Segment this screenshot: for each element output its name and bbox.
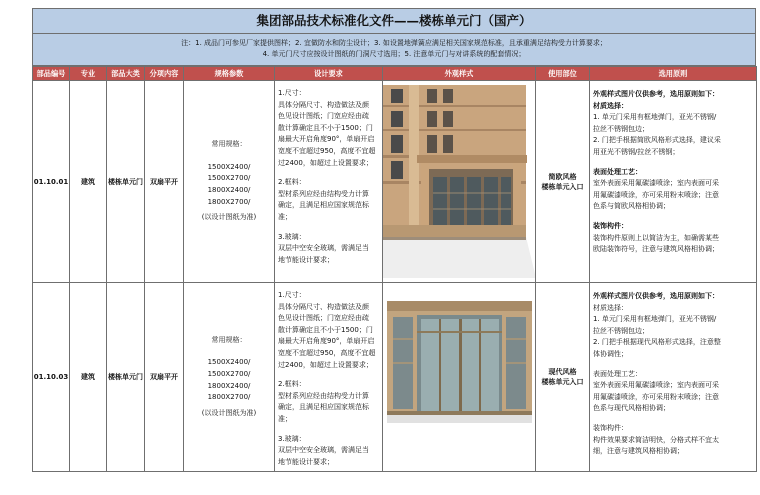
req-line: 3.玻璃：: [278, 232, 306, 241]
req-line: 地节能设计要求；: [278, 255, 334, 264]
spec-size: 1500X2700/: [207, 369, 251, 378]
col-header: 外观样式: [383, 67, 536, 81]
usage-style: 简欧风格: [548, 172, 577, 181]
category: 楼栋单元门: [107, 81, 145, 283]
modern-door-rendering: [383, 287, 536, 467]
req-line: 色见设计图纸；门宽应经由疏: [278, 112, 369, 121]
req-line: 确定，且满足相应国家规范标: [278, 201, 369, 210]
rule-line: 装饰构件原则上以简洁为主，如确需某些: [593, 233, 719, 242]
req-line: 宽度不宜超过950，高度不宜超: [278, 348, 376, 357]
rule-line: 色系与现代风格相协调；: [593, 404, 670, 413]
req-line: 扇最大开启角度90°，单扇开启: [278, 337, 375, 346]
major: 建筑: [70, 283, 107, 472]
rule-line: 细，注意与建筑风格相协调；: [593, 447, 684, 456]
design-requirement: [275, 81, 383, 283]
rule-line: 室外表面采用氟碳漆喷涂；室内表面可采: [593, 381, 719, 390]
rule-heading: 表面处理工艺：: [593, 167, 642, 176]
req-line: 双层中空安全玻璃，需满足当: [278, 446, 369, 455]
spec-label: 常用规格：: [211, 140, 247, 149]
req-line: 型材系列应经由结构受力计算: [278, 189, 369, 198]
rule-line: 1. 单元门采用有框地弹门，亚光不锈钢/: [593, 113, 717, 122]
spec-cell: [184, 283, 275, 472]
page-title: 集团部品技术标准化文件——楼栋单元门（国产）: [32, 8, 756, 34]
rule-line: 2. 门把手根据简欧风格形式选择，建议采: [593, 136, 721, 145]
req-line: 具体分隔尺寸、构造做法及颜: [278, 100, 369, 109]
rule-line: 用氟碳漆喷涂，亦可采用粉末喷涂；注意: [593, 190, 719, 199]
rule-heading: 装饰构件：: [593, 423, 628, 432]
part-code: 01.10.01: [33, 81, 70, 283]
appearance-cell: [383, 283, 536, 472]
req-line: 双层中空安全玻璃，需满足当: [278, 244, 369, 253]
req-line: 2.框料：: [278, 380, 306, 389]
req-line: 2.框料：: [278, 178, 306, 187]
col-header: 专业: [70, 67, 107, 81]
sub-item: 双扇平开: [145, 81, 184, 283]
category: 楼栋单元门: [107, 283, 145, 472]
note-line: 注：1. 成品门可参见厂家提供图样；2. 宜做防水和防尘设计；3. 如设置地弹簧应满足相关国家规范标准，且承重满足结构受力计算要求；: [181, 39, 607, 47]
req-line: 3.玻璃：: [278, 434, 306, 443]
rule-line: 用氟碳漆喷涂，亦可采用粉末喷涂；注意: [593, 392, 719, 401]
notes-box: [32, 34, 756, 66]
req-line: 1.尺寸：: [278, 89, 306, 97]
spec-size: 1800X2700/: [207, 393, 251, 402]
spec-note: (以设计图纸为准): [201, 408, 257, 417]
req-line: 型材系列应经由结构受力计算: [278, 391, 369, 400]
header-row: [33, 67, 757, 81]
rule-heading: 材质选择：: [593, 101, 628, 110]
rule-line: 2. 门把手根据现代风格形式选择，注意整: [593, 338, 721, 347]
col-header: 分项内容: [145, 67, 184, 81]
usage-location: [536, 283, 590, 472]
req-line: 过2400，如超过上设置要求；: [278, 158, 373, 167]
spec-size: 1500X2400/: [207, 358, 251, 367]
usage-place: 楼栋单元入口: [541, 182, 584, 191]
major: 建筑: [70, 81, 107, 283]
col-header: 部品大类: [107, 67, 145, 81]
col-header: 选用原则: [590, 67, 757, 81]
selection-principle: [590, 283, 757, 472]
design-requirement: [275, 283, 383, 472]
req-line: 确定，且满足相应国家规范标: [278, 403, 369, 412]
sub-item: 双扇平开: [145, 283, 184, 472]
usage-style: 现代风格: [548, 368, 577, 376]
req-line: 1.尺寸：: [278, 291, 306, 299]
selection-principle: [590, 81, 757, 283]
spec-size: 1500X2700/: [207, 174, 251, 183]
spec-note: (以设计图纸为准): [201, 213, 257, 222]
rule-line: 1. 单元门采用有框地弹门，亚光不锈钢/: [593, 315, 717, 324]
part-code: 01.10.03: [33, 283, 70, 472]
req-line: 散计算确定且不小于1500；门: [278, 123, 373, 132]
rule-heading: 材质选择：: [593, 303, 628, 312]
rule-heading: 外观样式图片仅供参考，选用原则如下：: [593, 292, 719, 300]
rule-line: 欧陆装饰符号，注意与建筑风格相协调；: [593, 245, 719, 254]
rule-line: 色系与简欧风格相协调；: [593, 202, 670, 211]
req-line: 地节能设计要求；: [278, 457, 334, 466]
rule-heading: 装饰构件：: [593, 221, 628, 230]
spec-table: [32, 66, 757, 472]
table-row: [33, 283, 757, 472]
rule-heading: 外观样式图片仅供参考，选用原则如下：: [593, 90, 719, 98]
table-row: [33, 81, 757, 283]
european-door-rendering: [383, 85, 536, 278]
spec-cell: [184, 81, 275, 283]
col-header: 部品编号: [33, 67, 70, 81]
req-line: 扇最大开启角度90°，单扇开启: [278, 135, 375, 144]
req-line: 过2400，如超过上设置要求；: [278, 360, 373, 369]
req-line: 色见设计图纸；门宽应经由疏: [278, 314, 369, 323]
rule-line: 室外表面采用氟碳漆喷涂；室内表面可采: [593, 179, 719, 188]
col-header: 规格参数: [184, 67, 275, 81]
standard-sheet: [32, 8, 756, 472]
req-line: 准；: [278, 414, 292, 423]
rule-line: 构件效果要求简洁明快，分格式样不宜太: [593, 435, 719, 444]
rule-line: 拉丝不锈钢包边；: [593, 124, 649, 133]
spec-label: 常用规格：: [211, 335, 247, 344]
spec-size: 1800X2700/: [207, 197, 251, 206]
rule-line: 用亚光不锈钢/拉丝不锈钢；: [593, 147, 680, 156]
rule-line: 体协调性；: [593, 349, 628, 358]
rule-heading: 表面处理工艺：: [593, 369, 642, 378]
req-line: 散计算确定且不小于1500；门: [278, 325, 373, 334]
usage-place: 楼栋单元入口: [541, 378, 584, 386]
req-line: 具体分隔尺寸、构造做法及颜: [278, 302, 369, 311]
spec-size: 1500X2400/: [207, 162, 251, 171]
spec-size: 1800X2400/: [207, 186, 251, 194]
note-line: 4. 单元门尺寸应按设计图纸的门洞尺寸选用；5. 注意单元门与对讲系统的配套情况；: [262, 50, 526, 58]
usage-location: [536, 81, 590, 283]
appearance-cell: [383, 81, 536, 283]
req-line: 准；: [278, 212, 292, 221]
spec-size: 1800X2400/: [207, 381, 251, 390]
req-line: 宽度不宜超过950，高度不宜超: [278, 146, 376, 155]
col-header: 设计要求: [275, 67, 383, 81]
col-header: 使用部位: [536, 67, 590, 81]
rule-line: 拉丝不锈钢包边；: [593, 326, 649, 335]
